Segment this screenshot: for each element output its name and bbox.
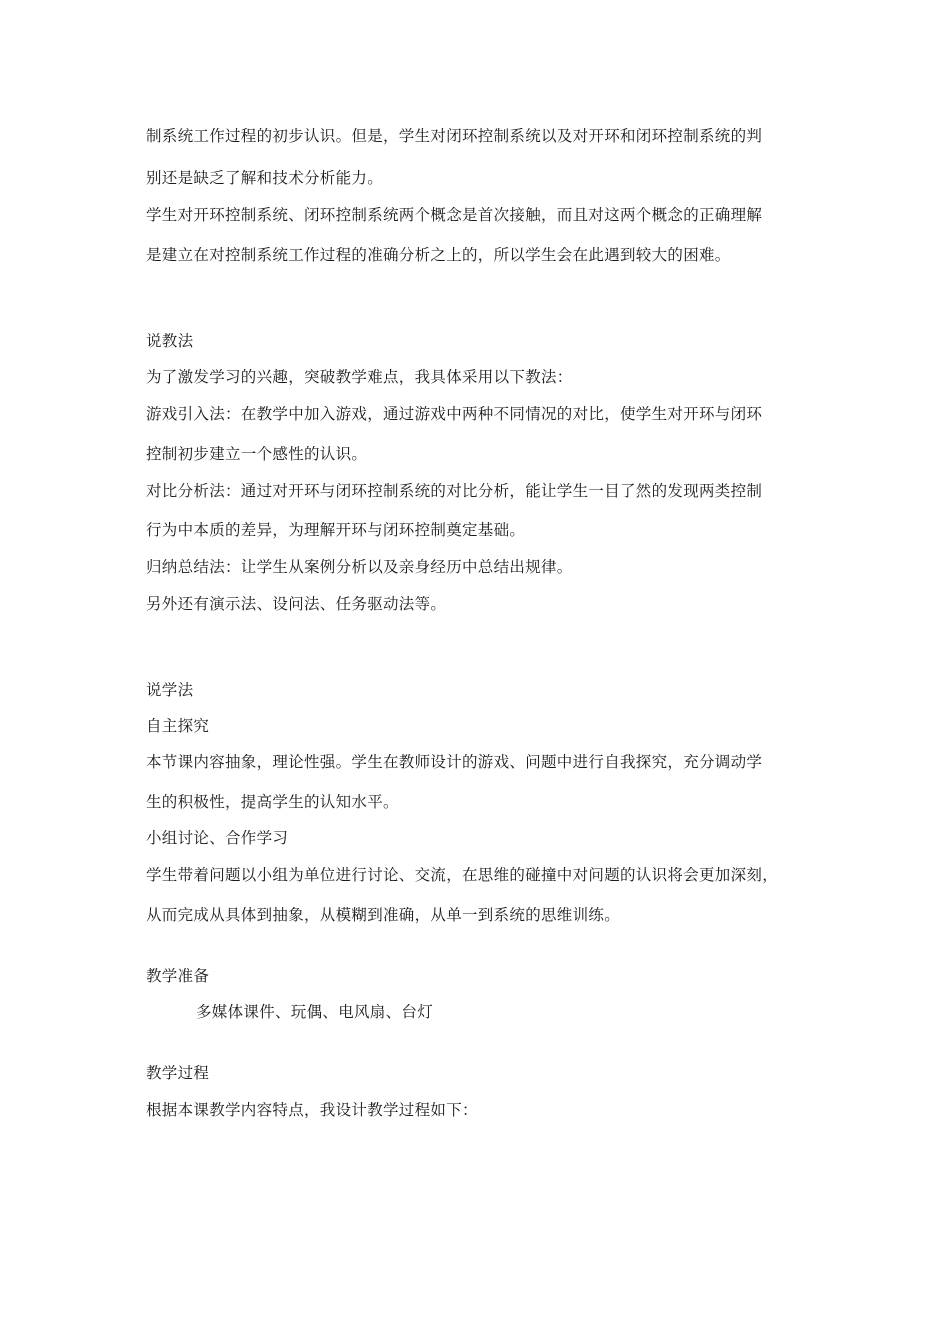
paragraph-line: 控制初步建立一个感性的认识。 [146, 445, 368, 463]
paragraph-line: 学生带着问题以小组为单位进行讨论、交流，在思维的碰撞中对问题的认识将会更加深刻， [146, 866, 779, 884]
subheading-self-inquiry: 自主探究 [146, 717, 210, 735]
paragraph-line: 另外还有演示法、设问法、任务驱动法等。 [146, 595, 447, 613]
paragraph-line: 从而完成从具体到抽象，从模糊到准确，从单一到系统的思维训练。 [146, 906, 621, 924]
paragraph-line: 别还是缺乏了解和技术分析能力。 [146, 169, 384, 187]
paragraph-line: 为了激发学习的兴趣，突破教学难点，我具体采用以下教法： [146, 368, 573, 386]
section-heading-process: 教学过程 [146, 1064, 210, 1082]
section-heading-preparation: 教学准备 [146, 967, 210, 985]
paragraph-line: 行为中本质的差异，为理解开环与闭环控制奠定基础。 [146, 521, 526, 539]
paragraph-line: 生的积极性，提高学生的认知水平。 [146, 793, 399, 811]
section-heading-teaching-method: 说教法 [146, 332, 194, 350]
paragraph-line: 是建立在对控制系统工作过程的准确分析之上的，所以学生会在此遇到较大的困难。 [146, 246, 731, 264]
paragraph-line: 本节课内容抽象，理论性强。学生在教师设计的游戏、问题中进行自我探究，充分调动学 [146, 753, 763, 771]
section-heading-learning-method: 说学法 [146, 681, 194, 699]
paragraph-line: 学生对开环控制系统、闭环控制系统两个概念是首次接触，而且对这两个概念的正确理解 [146, 206, 763, 224]
subheading-group-discussion: 小组讨论、合作学习 [146, 829, 289, 847]
paragraph-line: 根据本课教学内容特点，我设计教学过程如下： [146, 1101, 478, 1119]
paragraph-line: 制系统工作过程的初步认识。但是，学生对闭环控制系统以及对开环和闭环控制系统的判 [146, 127, 763, 145]
paragraph-line: 归纳总结法：让学生从案例分析以及亲身经历中总结出规律。 [146, 558, 573, 576]
preparation-items: 多媒体课件、玩偶、电风扇、台灯 [196, 1003, 434, 1021]
paragraph-line: 对比分析法：通过对开环与闭环控制系统的对比分析，能让学生一目了然的发现两类控制 [146, 482, 763, 500]
paragraph-line: 游戏引入法：在教学中加入游戏，通过游戏中两种不同情况的对比，使学生对开环与闭环 [146, 405, 763, 423]
